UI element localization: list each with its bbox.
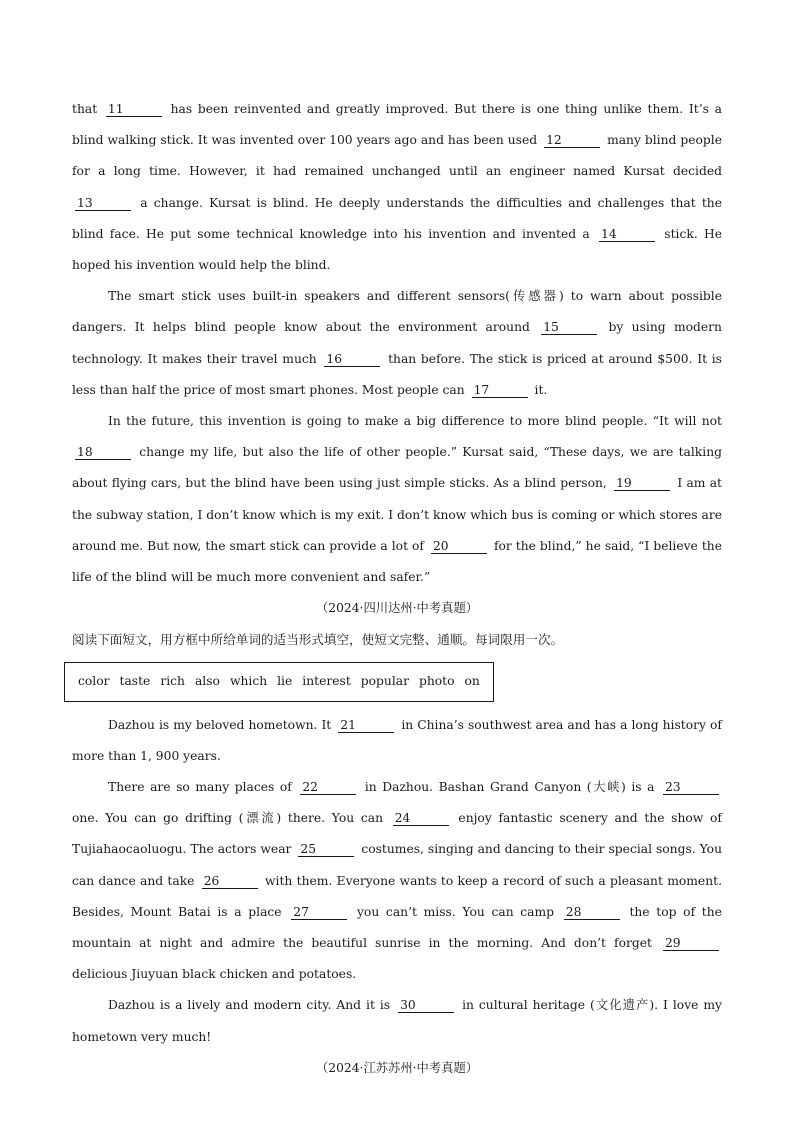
passage2-paragraph-3 bbox=[72, 990, 722, 1052]
blank-17[interactable]: 17 bbox=[472, 383, 528, 398]
blank-28[interactable]: 28 bbox=[564, 905, 620, 920]
blank-29[interactable]: 29 bbox=[663, 936, 719, 951]
text: There are so many places of bbox=[108, 780, 292, 795]
word-bank-item: popular bbox=[360, 674, 409, 689]
text: The smart stick uses built-in speakers and different sensors(传感器) to warn about possible dangers. It helps blind people know about the environment around bbox=[72, 289, 722, 335]
text: costumes, singing and dancing to their special songs. You can dance and take bbox=[72, 842, 722, 888]
blank-24[interactable]: 24 bbox=[393, 811, 449, 826]
text: it. bbox=[534, 382, 548, 397]
exercise-instruction: 阅读下面短文，用方框中所给单词的适当形式填空，使短文完整、通顺。每词限用一次。 bbox=[72, 632, 564, 648]
text: delicious Jiuyuan black chicken and potatoes. bbox=[72, 967, 357, 982]
text: with them. Everyone wants to keep a record of such a pleasant moment. Besides, Mount Batai is a place bbox=[72, 873, 722, 919]
blank-13[interactable]: 13 bbox=[75, 196, 131, 211]
text: than before. The stick is priced at around $500. It is less than half the price of most smart phones. Most people can bbox=[72, 351, 722, 397]
word-bank-item: on bbox=[464, 674, 480, 689]
text: I am at the subway station, I don’t know which is my exit. I don’t know which bus is coming or which stores are around me. But now, the smart stick can provide a lot of bbox=[72, 476, 722, 553]
blank-27[interactable]: 27 bbox=[291, 905, 347, 920]
blank-15[interactable]: 15 bbox=[541, 320, 597, 335]
text: stick. He hoped his invention would help the blind. bbox=[72, 226, 722, 273]
word-bank-item: lie bbox=[277, 674, 293, 689]
blank-21[interactable]: 21 bbox=[338, 718, 394, 733]
word-bank-item: also bbox=[194, 674, 220, 689]
blank-16[interactable]: 16 bbox=[324, 352, 380, 367]
blank-18[interactable]: 18 bbox=[75, 445, 131, 460]
document-page bbox=[72, 94, 722, 1084]
text: a change. Kursat is blind. He deeply understands the difficulties and challenges that the blind face. He put some technical knowledge into his invention and invented a bbox=[72, 195, 722, 241]
word-bank-box bbox=[64, 662, 494, 702]
text: the top of the mountain at night and admire the beautiful sunrise in the morning. And don’t forget bbox=[72, 904, 722, 951]
source-citation-1: （2024·四川达州·中考真题） bbox=[315, 601, 479, 616]
word-bank-item: taste bbox=[119, 674, 151, 689]
blank-22[interactable]: 22 bbox=[300, 780, 356, 795]
blank-25[interactable]: 25 bbox=[298, 842, 354, 857]
text: in cultural heritage (文化遗产). I love my hometown very much! bbox=[72, 998, 722, 1044]
blank-30[interactable]: 30 bbox=[398, 998, 454, 1013]
blank-19[interactable]: 19 bbox=[614, 476, 670, 491]
text: that bbox=[72, 102, 98, 116]
text: has been reinvented and greatly improved. But there is one thing unlike them. It’s a blind walking stick. It was invented over 100 years ago and has been used bbox=[72, 102, 722, 148]
word-bank-item: rich bbox=[160, 674, 185, 689]
blank-11[interactable]: 11 bbox=[106, 102, 162, 117]
word-bank-item: interest bbox=[302, 674, 351, 689]
blank-23[interactable]: 23 bbox=[663, 780, 719, 795]
source-citation-2: （2024·江苏苏州·中考真题） bbox=[315, 1060, 479, 1075]
passage1-paragraph-2 bbox=[72, 281, 722, 406]
text: by using modern technology. It makes their travel much bbox=[72, 320, 722, 366]
text: Dazhou is my beloved hometown. It bbox=[108, 717, 332, 732]
text: Dazhou is a lively and modern city. And it is bbox=[108, 998, 391, 1013]
blank-12[interactable]: 12 bbox=[544, 133, 600, 148]
text: enjoy fantastic scenery and the show of Tujiahaocaoluogu. The actors wear bbox=[72, 811, 722, 857]
blank-26[interactable]: 26 bbox=[202, 874, 258, 889]
text: change my life, but also the life of other people.” Kursat said, “These days, we are talking about flying cars, but the blind have been using just simple sticks. As a blind person, bbox=[72, 445, 722, 491]
passage1-paragraph-3 bbox=[72, 406, 722, 593]
text: for the blind,” he said, “I believe the life of the blind will be much more convenient and safer.” bbox=[72, 538, 722, 585]
passage1-paragraph-1 bbox=[72, 94, 722, 281]
text: in Dazhou. Bashan Grand Canyon (大峡) is a bbox=[364, 780, 655, 795]
text: you can’t miss. You can camp bbox=[356, 904, 555, 919]
blank-20[interactable]: 20 bbox=[431, 539, 487, 554]
word-bank-item: which bbox=[229, 674, 268, 689]
passage2-paragraph-1 bbox=[72, 710, 722, 772]
word-bank-item: photo bbox=[418, 674, 455, 689]
text: many blind people for a long time. However, it had remained unchanged until an engineer named Kursat decided bbox=[72, 133, 722, 179]
passage2-paragraph-2 bbox=[72, 772, 722, 990]
text: one. You can go drifting (漂流) there. You can bbox=[72, 811, 384, 826]
blank-14[interactable]: 14 bbox=[599, 227, 655, 242]
word-bank-item: color bbox=[78, 674, 110, 689]
text: in China’s southwest area and has a long history of more than 1, 900 years. bbox=[72, 717, 722, 763]
text: In the future, this invention is going to make a big difference to more blind people. “It will not bbox=[108, 414, 722, 429]
